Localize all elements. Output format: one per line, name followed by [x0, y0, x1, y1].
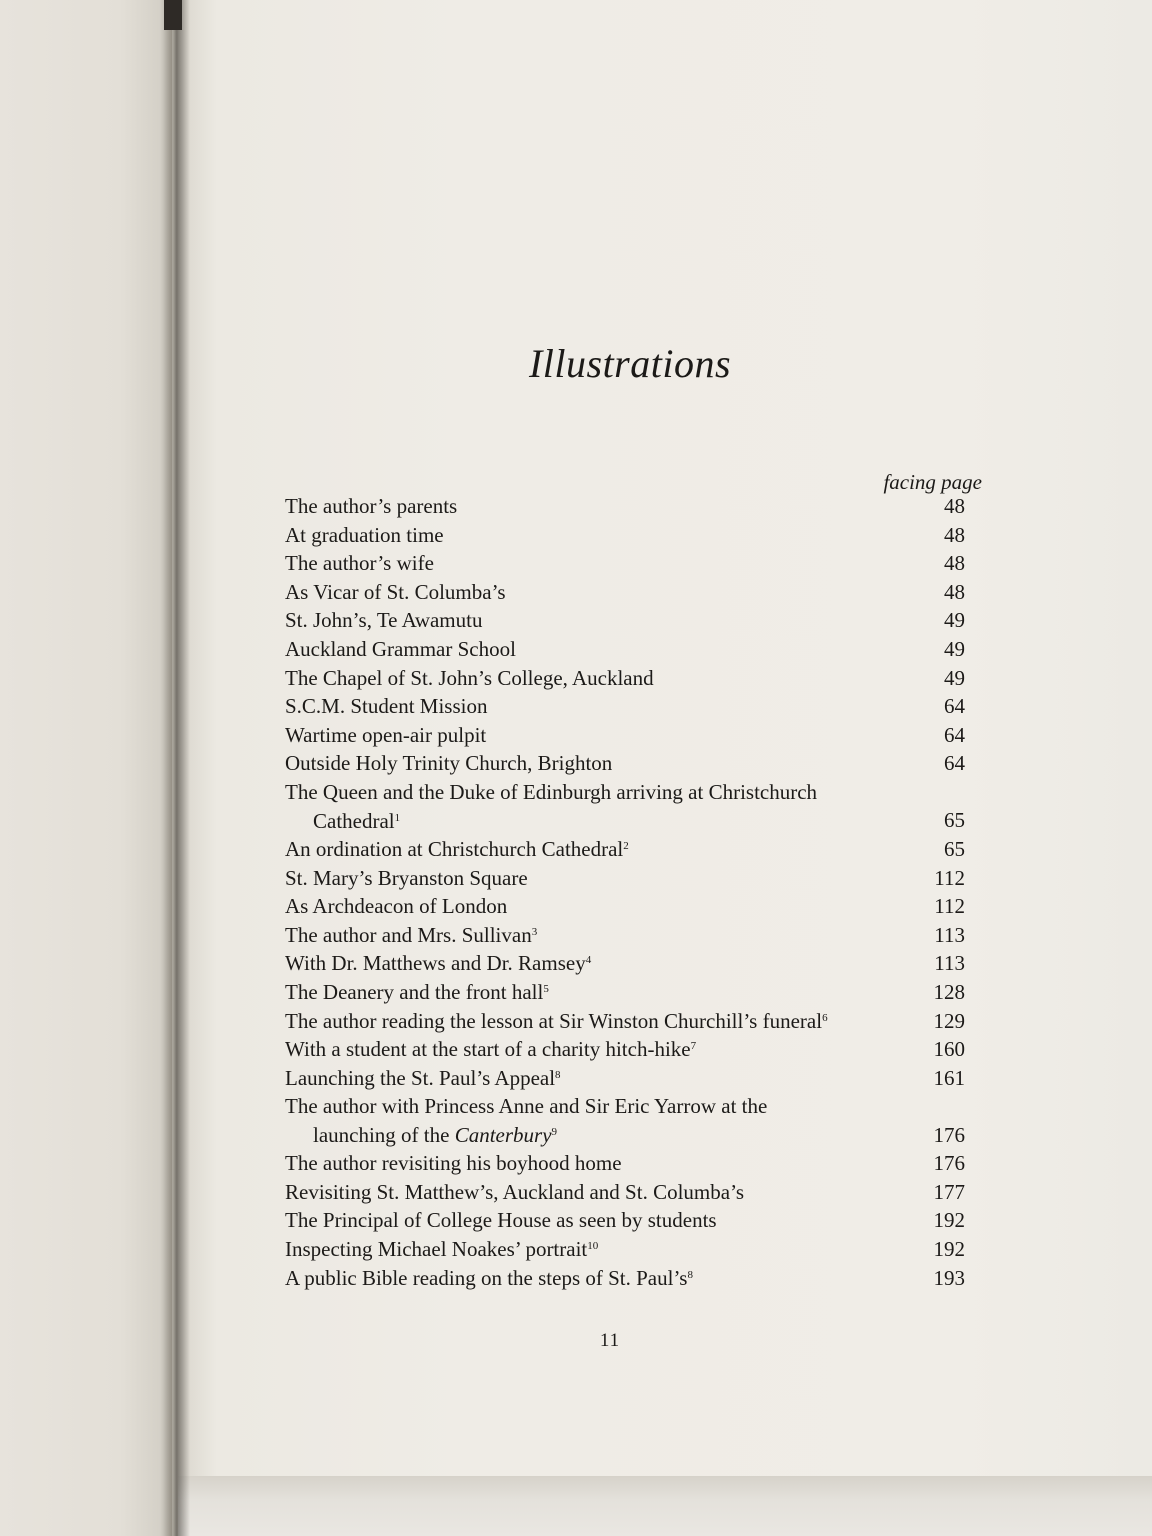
- facing-page-heading: facing page: [883, 470, 982, 494]
- facing-page-number: 48: [944, 551, 965, 576]
- list-item: [285, 835, 965, 864]
- credit-footnote-marker: 8: [555, 1068, 561, 1081]
- entry-caption: [285, 1064, 965, 1093]
- list-item: [285, 692, 965, 721]
- list-item: [285, 892, 965, 921]
- list-item: [285, 521, 965, 550]
- entry-caption-text: The Queen and the Duke of Edinburgh arriving at Christchurch: [285, 779, 818, 804]
- credit-footnote-marker: 8: [687, 1268, 693, 1281]
- facing-page-number: 161: [933, 1065, 965, 1090]
- list-item: [285, 549, 965, 578]
- facing-page-number: 64: [944, 694, 965, 719]
- credit-footnote-marker: 7: [690, 1040, 697, 1053]
- entry-caption: [285, 492, 965, 521]
- list-item: [285, 921, 965, 950]
- facing-page-number: 177: [933, 1179, 965, 1204]
- page-title: Illustrations: [528, 341, 732, 386]
- facing-page-number: 64: [944, 751, 965, 776]
- book-spine-shadow: [160, 0, 190, 1536]
- entry-caption-text: Revisiting St. Matthew’s, Auckland and St. Columba’s: [285, 1179, 745, 1204]
- entry-caption: [285, 1092, 965, 1121]
- entry-caption: [285, 1007, 965, 1036]
- credit-footnote-marker: 3: [531, 925, 538, 938]
- credit-footnote-marker: 10: [587, 1240, 599, 1253]
- list-item: [285, 664, 965, 693]
- facing-page-number: 65: [944, 836, 965, 861]
- entry-caption: [285, 635, 965, 664]
- list-item: [285, 1007, 965, 1036]
- entry-caption-text: The author’s wife: [285, 551, 434, 576]
- book-cover-edge: [164, 0, 182, 30]
- facing-page-number: 193: [933, 1265, 965, 1290]
- facing-page-number: 176: [933, 1151, 965, 1176]
- list-item: [285, 864, 965, 893]
- entry-caption-text: The author’s parents: [285, 494, 458, 518]
- facing-page-number: 129: [933, 1008, 965, 1033]
- entry-caption-text: Inspecting Michael Noakes’ portrait: [285, 1237, 588, 1262]
- list-item: [285, 1035, 965, 1064]
- facing-page-number: 48: [944, 579, 965, 604]
- entry-caption: [285, 892, 965, 921]
- entry-caption-text: A public Bible reading on the steps of St. Paul’s: [285, 1265, 688, 1290]
- entry-caption-text: Wartime open-air pulpit: [285, 722, 487, 747]
- entry-caption: [285, 921, 965, 950]
- list-item: [285, 1064, 965, 1093]
- facing-page-number: 160: [933, 1037, 965, 1062]
- entry-caption: [285, 1178, 965, 1207]
- entry-caption-text: The author and Mrs. Sullivan: [285, 922, 532, 947]
- entry-caption: [285, 664, 965, 693]
- list-item: [285, 778, 965, 835]
- entry-caption-text: As Archdeacon of London: [285, 894, 508, 919]
- entry-caption: [285, 1264, 965, 1293]
- entry-caption-text: Launching the St. Paul’s Appeal: [285, 1065, 556, 1090]
- list-item: [285, 606, 965, 635]
- facing-page-number: 128: [933, 979, 965, 1004]
- entry-caption-italic: Canterbury: [454, 1122, 552, 1147]
- illustrations-list: [285, 492, 965, 1292]
- facing-page-number: 48: [944, 494, 965, 518]
- entry-caption: [285, 549, 965, 578]
- list-item: [285, 1149, 965, 1178]
- entry-caption-text: As Vicar of St. Columba’s: [285, 579, 506, 604]
- entry-caption: [285, 606, 965, 635]
- entry-caption-text: An ordination at Christchurch Cathedral: [285, 836, 624, 861]
- entry-caption-text: S.C.M. Student Mission: [285, 694, 488, 719]
- list-item: [285, 1178, 965, 1207]
- entry-caption: [285, 864, 965, 893]
- credit-footnote-marker: 4: [585, 954, 592, 967]
- credit-footnote-marker: 9: [551, 1125, 558, 1138]
- facing-page-number: 113: [934, 951, 965, 976]
- entry-caption: [285, 978, 965, 1007]
- list-item: [285, 1264, 965, 1293]
- facing-page-number: 192: [933, 1237, 965, 1262]
- facing-page-number: 113: [934, 922, 965, 947]
- list-item: [285, 492, 965, 521]
- entry-caption-text: The author revisiting his boyhood home: [285, 1151, 622, 1176]
- facing-page-number: 49: [944, 665, 965, 690]
- facing-page-number: 192: [933, 1208, 965, 1233]
- facing-page-number: 64: [944, 722, 965, 747]
- facing-page-number: 65: [944, 808, 965, 833]
- entry-caption-text: St. Mary’s Bryanston Square: [285, 865, 528, 890]
- page-bottom-shadow: [178, 1476, 1152, 1536]
- credit-footnote-marker: 1: [394, 811, 401, 824]
- entry-caption-text: At graduation time: [285, 522, 444, 547]
- facing-page-number: 48: [944, 522, 965, 547]
- entry-caption-text: Auckland Grammar School: [285, 636, 516, 661]
- facing-page-number: 112: [934, 894, 965, 919]
- list-item: [285, 721, 965, 750]
- entry-caption-text-2: launching of the: [313, 1122, 455, 1147]
- list-item: [285, 578, 965, 607]
- entry-caption: [285, 578, 965, 607]
- facing-page-number: 49: [944, 636, 965, 661]
- left-page-edge: [0, 0, 172, 1536]
- entry-caption: [285, 692, 965, 721]
- entry-caption: [285, 835, 965, 864]
- entry-caption-text: The Principal of College House as seen by students: [285, 1208, 717, 1233]
- entry-caption: [285, 1035, 965, 1064]
- entry-caption: [285, 1149, 965, 1178]
- page-number: 11: [599, 1330, 621, 1351]
- entry-caption-text: The Deanery and the front hall: [285, 979, 544, 1004]
- entry-caption-text: The author reading the lesson at Sir Winston Churchill’s funeral: [285, 1008, 823, 1033]
- credit-footnote-marker: 6: [822, 1011, 828, 1024]
- entry-caption: [285, 721, 965, 750]
- facing-page-number: 49: [944, 608, 965, 633]
- facing-page-number: 176: [933, 1122, 965, 1147]
- list-item: [285, 949, 965, 978]
- entry-caption-text: With Dr. Matthews and Dr. Ramsey: [285, 951, 586, 976]
- list-item: [285, 1092, 965, 1149]
- list-item: [285, 635, 965, 664]
- entry-caption: [285, 949, 965, 978]
- entry-caption-text: Outside Holy Trinity Church, Brighton: [285, 751, 613, 776]
- entry-caption-text: The Chapel of St. John’s College, Auckland: [285, 665, 654, 690]
- entry-caption-text: St. John’s, Te Awamutu: [285, 608, 483, 633]
- list-item: [285, 978, 965, 1007]
- entry-caption-continuation: [285, 1121, 965, 1150]
- entry-caption: [285, 1206, 965, 1235]
- entry-caption: [285, 521, 965, 550]
- list-item: [285, 749, 965, 778]
- list-item: [285, 1235, 965, 1264]
- entry-caption-text-2: Cathedral: [313, 808, 395, 833]
- facing-page-number: 112: [934, 865, 965, 890]
- entry-caption-continuation: [285, 807, 965, 836]
- entry-caption: [285, 1235, 965, 1264]
- credit-footnote-marker: 2: [623, 839, 629, 852]
- credit-footnote-marker: 5: [543, 982, 549, 995]
- entry-caption: [285, 778, 965, 807]
- list-item: [285, 1206, 965, 1235]
- entry-caption-text: With a student at the start of a charity hitch-hike: [285, 1037, 691, 1062]
- entry-caption-text: The author with Princess Anne and Sir Eric Yarrow at the: [285, 1094, 768, 1119]
- entry-caption: [285, 749, 965, 778]
